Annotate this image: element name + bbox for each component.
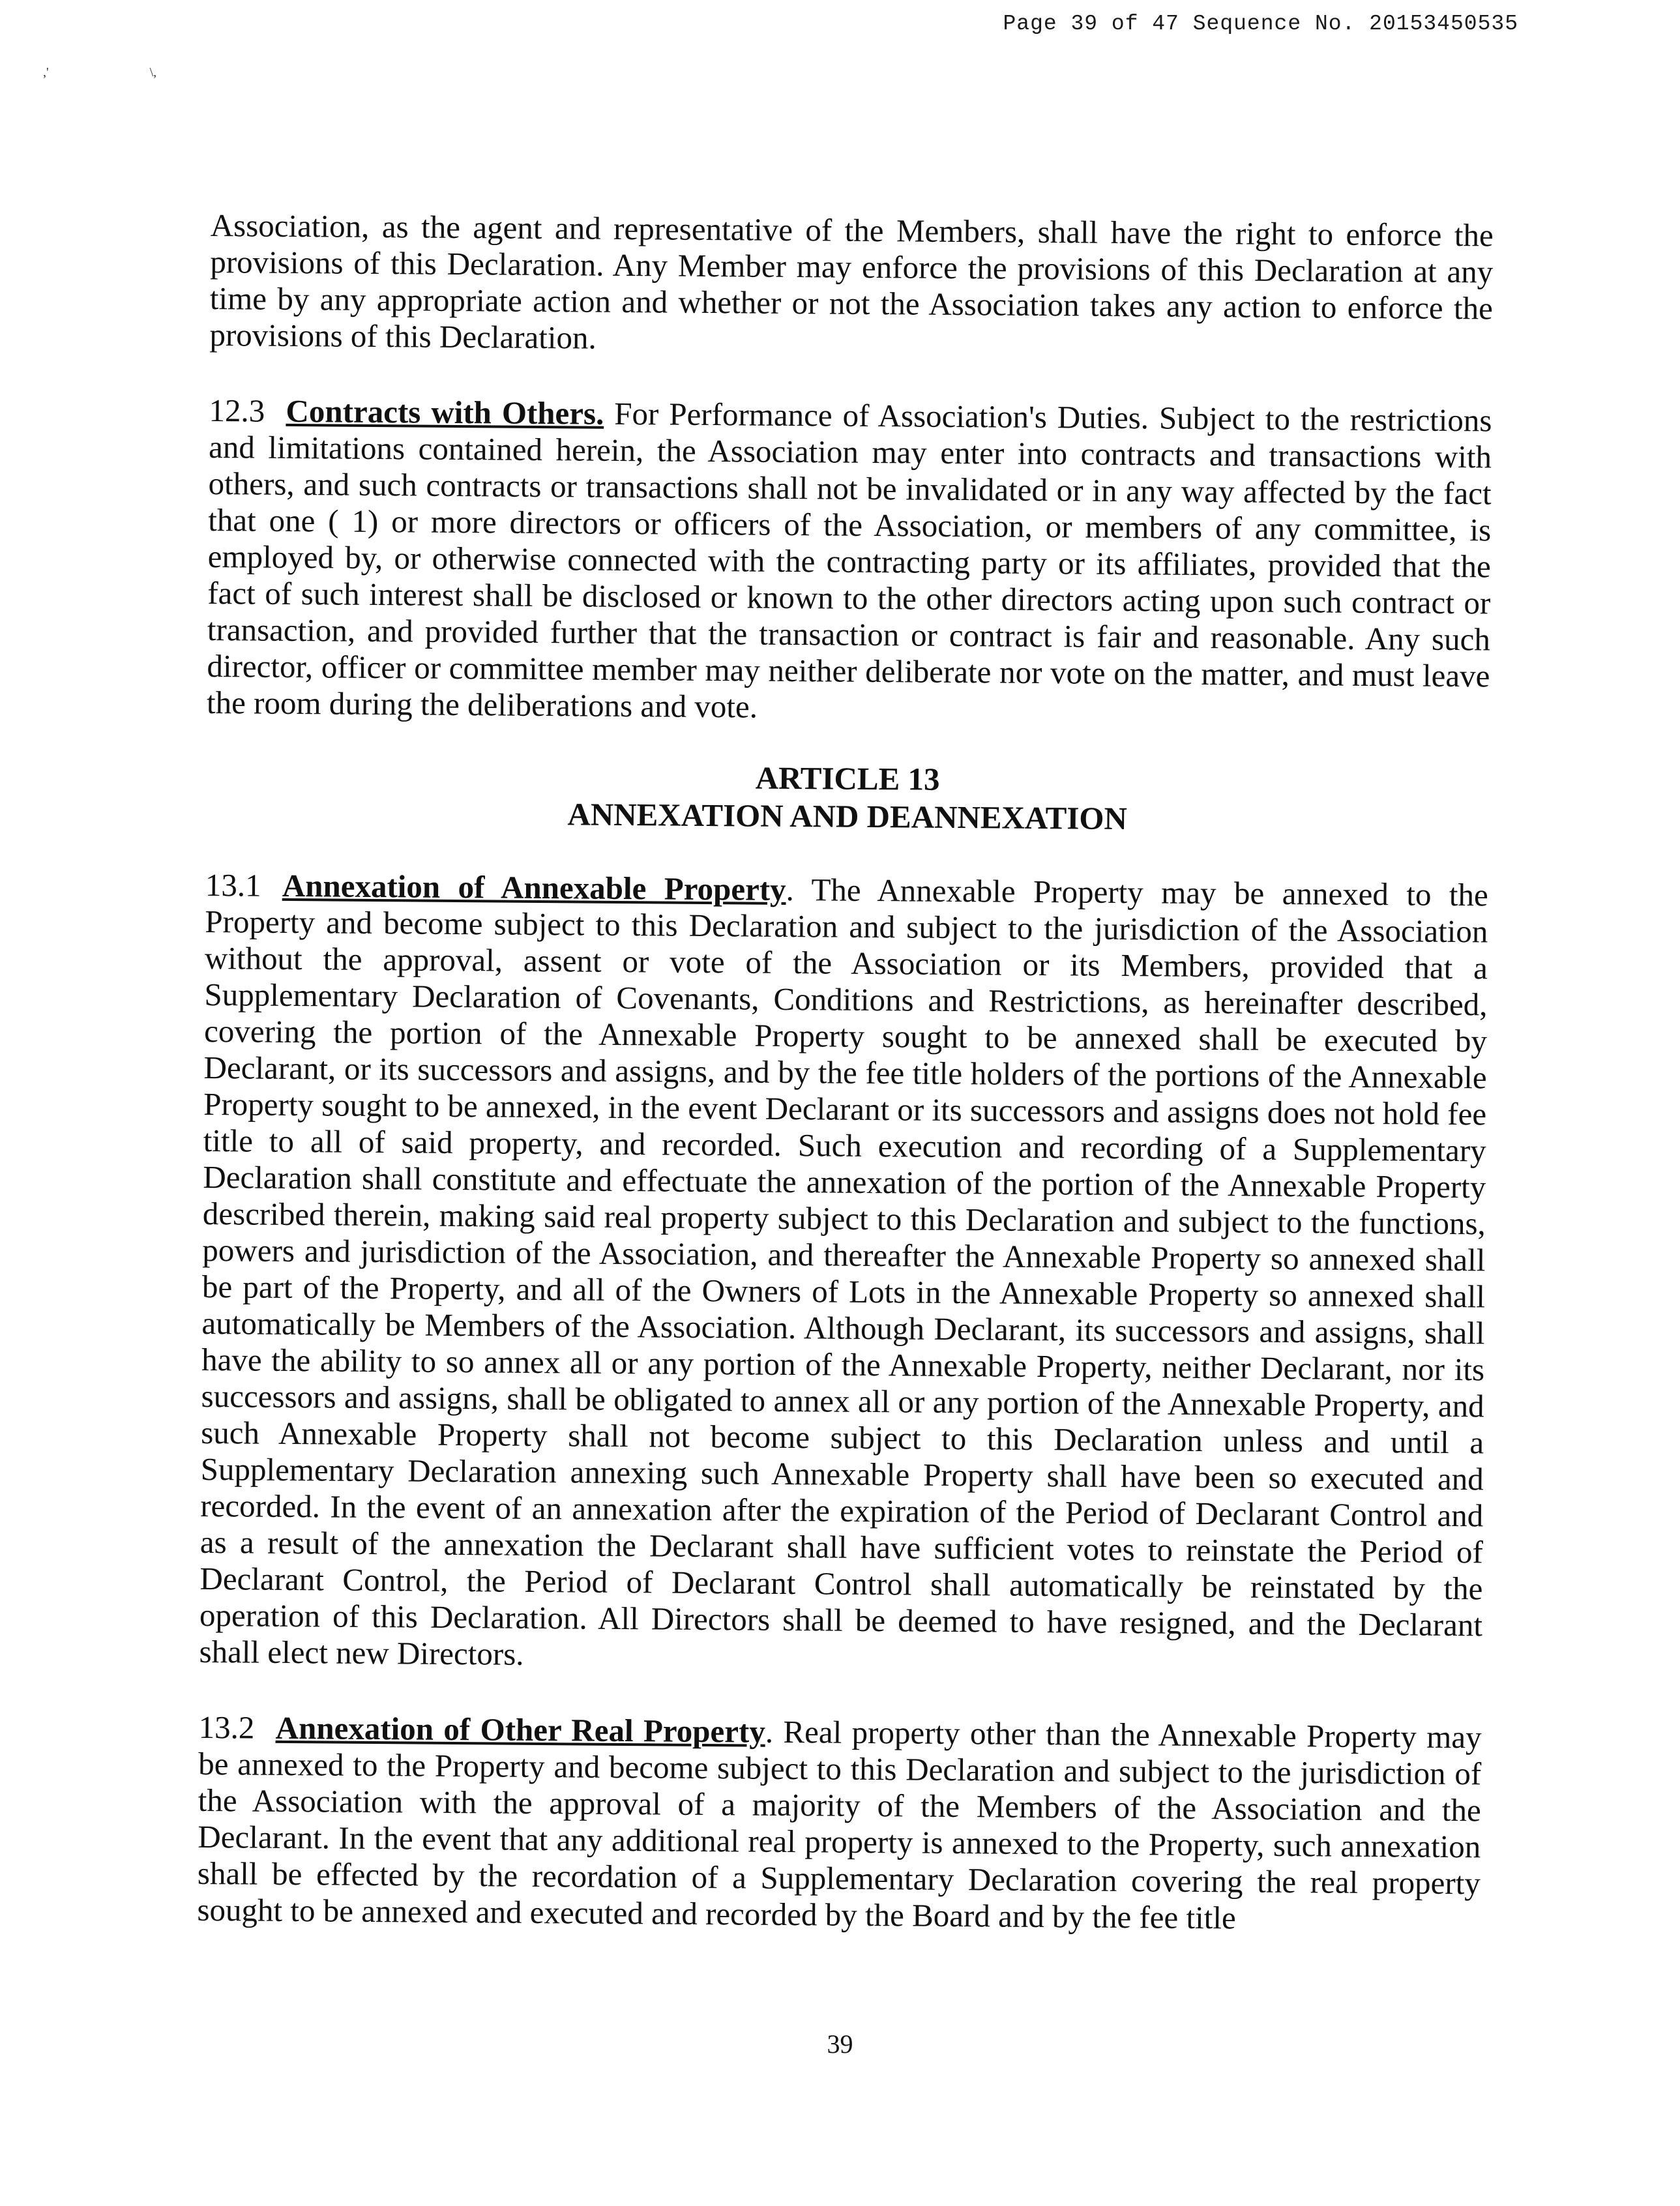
section-number: 13.2 [198, 1709, 255, 1746]
scan-mark-left: ,' [43, 65, 49, 80]
paragraph-intro: Association, as the agent and representative of the Members, shall have the right to enforce the provisions of this Declaration. Any Member may enforce the provisions of this Declaration at any time by any appropriate action and whether or not the Association takes any action to enforce the provisions of this Declaration. [209, 207, 1494, 356]
article-heading [205, 755, 1489, 840]
page-number: 39 [827, 2029, 853, 2059]
section-title: Annexation of Other Real Property [275, 1709, 766, 1750]
article-title: ANNEXATION AND DEANNEXATION [567, 796, 1128, 837]
section-body: For Performance of Association's Duties. Subject to the restrictions and limitations contained herein, the Association may enter into contracts and transactions with others, and such contracts or transactions shall not be invalidated or in any way affected by the fact that one ( 1) or more directors or officers of the Association, or members of any committee, is employed by, or otherwise connected with the contracting party or its affiliates, provided that the fact of such interest shall be disclosed or known to the other directors acting upon such contract or transaction, and provided further that the transaction or contract is fair and reasonable. Any such director, officer or committee member may neither deliberate nor vote on the matter, and must leave the room during the deliberations and vote. [206, 395, 1492, 725]
scan-mark-right: \, [149, 65, 157, 80]
section-title: Contracts with Others. [286, 392, 604, 432]
section-title: Annexation of Annexable Property [282, 867, 786, 907]
section-13-1 [199, 867, 1488, 1680]
section-body: . The Annexable Property may be annexed to the Property and become subject to this Declaration and subject to the jurisdiction of the Association without the approval, assent or vote of the Association or its Members, provided that a Supplementary Declaration of Covenants, Conditions and Restrictions, as hereinafter described, covering the portion of the Annexable Property sought to be annexed shall be executed by Declarant, or its successors and assigns, and by the fee title holders of the portions of the Annexable Property sought to be annexed, in the event Declarant or its successors and assigns does not hold fee title to all of said property, and recorded. Such execution and recording of a Supplementary Declaration shall constitute and effectuate the annexation of the portion of the Annexable Property described therein, making said real property subject to this Declaration and subject to the functions, powers and jurisdiction of the Association, and thereafter the Annexable Property so annexed shall be part of the Property, and all of the Owners of Lots in the Annexable Property so annexed shall automatically be Members of the Association. Although Declarant, its successors and assigns, shall have the ability to so annex all or any portion of the Annexable Property, neither Declarant, nor its successors and assigns, shall be obligated to annex all or any portion of the Annexable Property, and such Annexable Property shall not become subject to this Declaration unless and until a Supplementary Declaration annexing such Annexable Property shall have been so executed and recorded. In the event of an annexation after the expiration of the Period of Declarant Control and as a result of the annexation the Declarant shall have sufficient votes to reinstate the Period of Declarant Control, the Period of Declarant Control shall automatically be reinstated by the operation of this Declaration. All Directors shall be deemed to have resigned, and the Declarant shall elect new Directors. [199, 871, 1489, 1672]
document-body [197, 207, 1494, 1977]
section-12-3 [207, 392, 1492, 731]
scan-artifact-marks [43, 65, 254, 80]
section-number: 12.3 [209, 392, 265, 429]
section-13-2 [197, 1709, 1482, 1938]
section-number: 13.1 [205, 866, 261, 904]
article-label: ARTICLE 13 [755, 759, 940, 797]
section-body: . Real property other than the Annexable Property may be annexed to the Property and become subject to this Declaration and subject to the jurisdiction of the Association with the approval of a majority of the Members of the Association and the Declarant. In the event that any additional real property is annexed to the Property, such annexation shall be effected by the recordation of a Supplementary Declaration covering the real property sought to be annexed and executed and recorded by the Board and by the fee title [197, 1713, 1482, 1936]
page-sequence-stamp: Page 39 of 47 Sequence No. 20153450535 [1003, 12, 1518, 36]
